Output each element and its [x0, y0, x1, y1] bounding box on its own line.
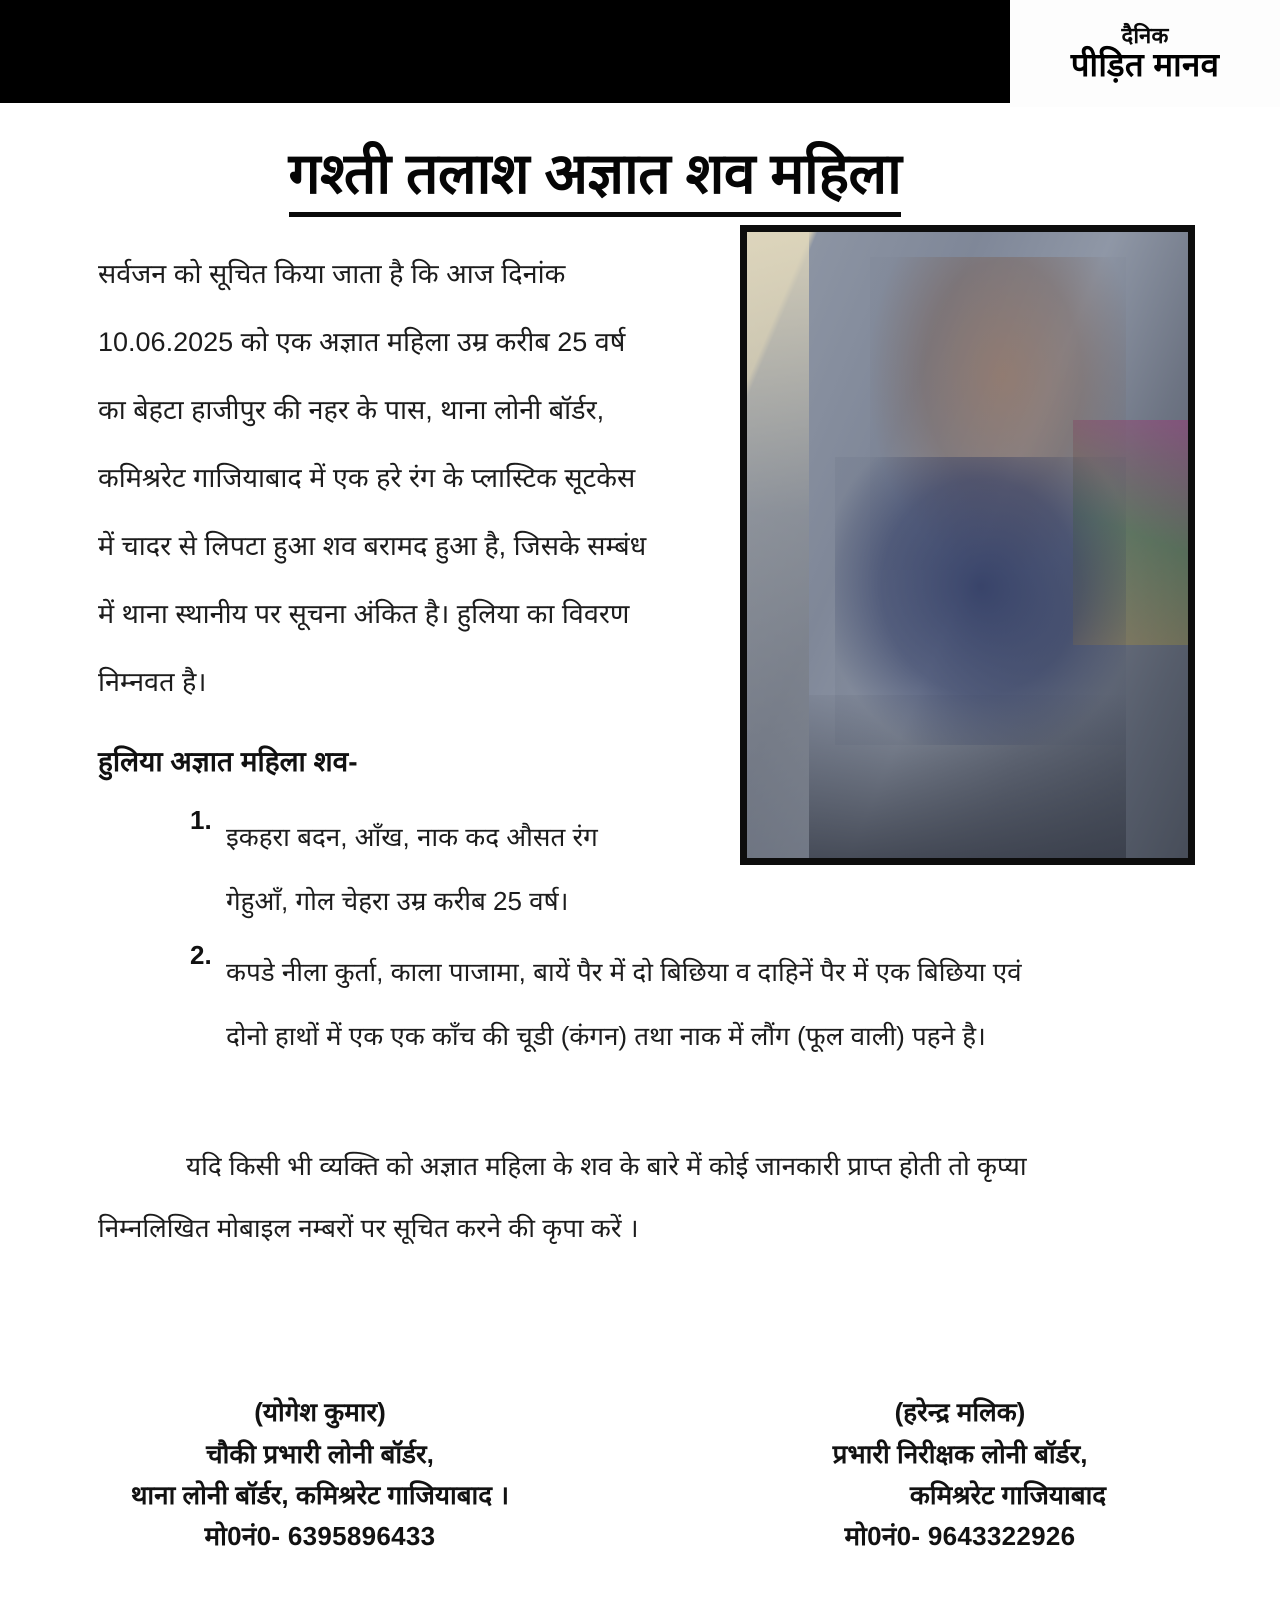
lead-line-1: सर्वजन को सूचित किया जाता है कि आज दिनांक	[98, 259, 566, 289]
publication-brand	[1010, 0, 1280, 107]
lead-line-6: में थाना स्थानीय पर सूचना अंकित है। हुलिया का विवरण	[98, 599, 630, 629]
appeal-line-1	[98, 1135, 1180, 1197]
notice-body-column	[98, 240, 723, 716]
masthead-black-band	[0, 0, 1010, 103]
list-item	[190, 805, 735, 933]
list-item-line-text: इकहरा बदन, आँख, नाक कद औसत रंग	[226, 822, 598, 852]
signatory-name: (हरेन्द्र मलिक)	[894, 1397, 1026, 1427]
lead-paragraph	[98, 240, 723, 716]
brand-prefix-label: दैनिक	[1121, 22, 1169, 48]
list-item-line: गेहुआँ, गोल चेहरा उम्र करीब 25 वर्ष।	[226, 886, 569, 916]
photograph-shadow-bottom	[809, 695, 1127, 858]
signatory-address: थाना लोनी बॉर्डर, कमिश्ररेट गाजियाबाद ।	[130, 1480, 510, 1510]
appeal-line-2: निम्नलिखित मोबाइल नम्बरों पर सूचित करने की कृपा करें ।	[98, 1213, 639, 1243]
signature-block-right	[640, 1392, 1280, 1557]
signatory-designation: चौकी प्रभारी लोनी बॉर्डर,	[206, 1439, 434, 1469]
list-item-text	[226, 940, 1022, 1068]
lead-line-4: कमिश्ररेट गाजियाबाद में एक हरे रंग के प्लास्टिक सूटकेस	[98, 463, 636, 493]
appeal-paragraph	[98, 1135, 1180, 1259]
photograph-image-area	[747, 232, 1188, 858]
list-item-number: 2.	[190, 940, 212, 970]
photograph-highlight-left	[747, 232, 809, 858]
brand-name-label: पीड़ित मानव	[1070, 46, 1220, 84]
lead-line-7: निम्नवत है।	[98, 667, 207, 697]
list-item-text	[226, 805, 598, 933]
signature-block-left	[0, 1392, 640, 1557]
list-item-line: दोनो हाथों में एक एक काँच की चूडी (कंगन) तथा नाक में लौंग (फूल वाली) पहने है।	[226, 1021, 986, 1051]
signatory-address: कमिश्ररेट गाजियाबाद	[909, 1480, 1107, 1510]
signatory-designation: प्रभारी निरीक्षक लोनी बॉर्डर,	[832, 1439, 1088, 1469]
photograph-highlight-right	[1073, 420, 1188, 645]
list-item-number: 1.	[190, 805, 212, 835]
signatory-name: (योगेश कुमार)	[254, 1397, 386, 1427]
description-section-heading: हुलिया अज्ञात महिला शव-	[98, 746, 358, 777]
lead-line-3: का बेहटा हाजीपुर की नहर के पास, थाना लोनी बॉर्डर,	[98, 395, 605, 425]
lead-line-2: 10.06.2025 को एक अज्ञात महिला उम्र करीब 25 वर्ष	[98, 327, 626, 357]
list-item-line: कपडे नीला कुर्ता, काला पाजामा, बायें पैर में दो बिछिया व दाहिनें पैर में एक बिछिया एवं	[226, 957, 1022, 987]
list-item	[190, 940, 1180, 1068]
signature-row	[0, 1392, 1280, 1557]
list-item-line	[226, 805, 598, 869]
lead-line-5: में चादर से लिपटा हुआ शव बरामद हुआ है, जिसके सम्बंध	[98, 531, 647, 561]
signatory-phone[interactable]: मो0नं0- 6395896433	[204, 1521, 436, 1551]
signatory-phone[interactable]: मो0नं0- 9643322926	[844, 1521, 1076, 1551]
page-title: गश्ती तलाश अज्ञात शव महिला	[289, 141, 902, 217]
appeal-line-1-text: यदि किसी भी व्यक्ति को अज्ञात महिला के शव के बारे में कोई जानकारी प्राप्त होती तो कृप्या	[186, 1151, 1027, 1181]
deceased-photograph	[740, 225, 1195, 865]
